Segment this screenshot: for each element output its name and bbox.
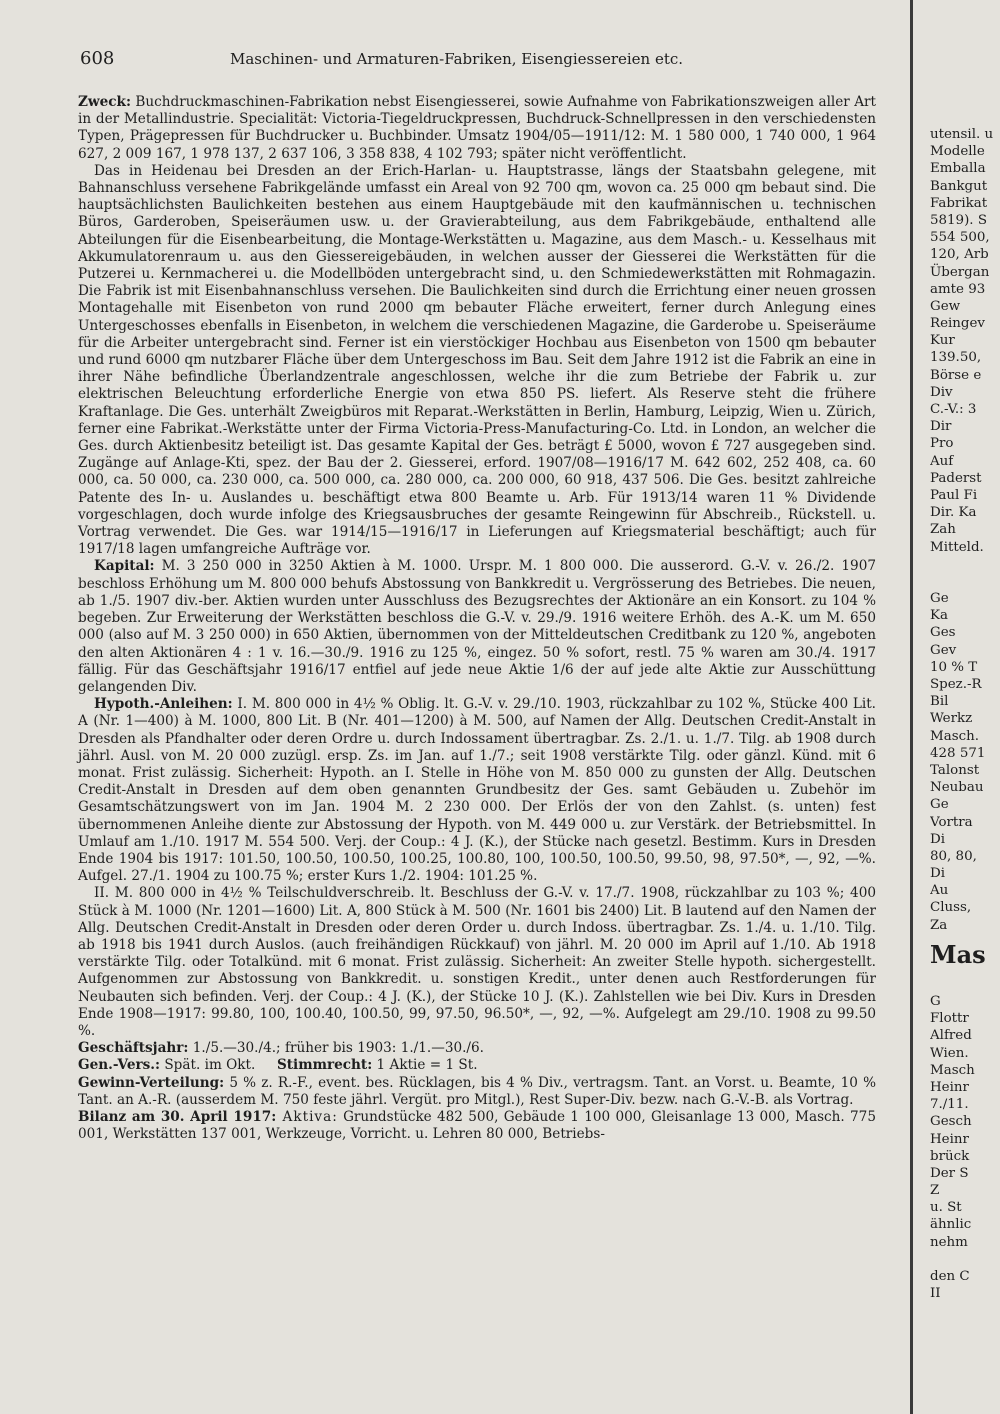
side-column-line: Heinr [930,1079,969,1095]
side-column-line: Dir [930,419,952,435]
genvers-label: Gen.-Vers.: [78,1057,161,1074]
side-column-line: Gesch [930,1114,972,1130]
zweck-label: Zweck: [78,94,131,110]
gewinn-text: 5 % z. R.-F., event. bes. Rücklagen, bis 4 % Div., vertragsm. Tant. an Vorst. u. Beamte, 10 % Tant. an A.-R. (ausserdem M. 750 feste jährl. Vergüt. pro Mitgl.), Rest Super-Div. bezw. nach G.-V.-B. als Vortrag. [78,1074,876,1108]
side-column-line [930,1251,1000,1268]
side-column-line [930,573,1000,590]
gewinn-paragraph [78,1075,876,1109]
bilanz-text: Grundstücke 482 500, Gebäude 1 100 000, Gleisanlage 13 000, Masch. 775 001, Werkstätten 137 001, Werkzeuge, Vorricht. u. Lehren 80 000, Betriebs- [78,1108,876,1143]
side-column-line [930,556,1000,573]
side-column-line: nehm [930,1234,968,1250]
kapital-text: M. 3 250 000 in 3250 Aktien à M. 1000. Urspr. M. 1 800 000. Die ausserord. G.-V. v. 26./2. 1907 beschloss Erhöhung um M. 800 000 behufs Abstossung von Bankkredit u. Vergrösserung des Betriebes. Die neuen, ab 1./5. 1907 div.-ber. Aktien wurden unter Ausschluss des Bezugsrechtes der Aktionäre an ein Konsort. zu 104 % begeben. Zur Erweiterung der Werkstätten beschloss die G.-V. v. 29./9. 1916 weitere Erhöh. des A.-K. um M. 650 000 (also auf M. 3 250 000) in 650 Aktien, übernommen von der Mitteldeutschen Creditbank zu 120 %, angeboten den alten Aktionären 4 : 1 v. 16.—30./9. 1916 zu 125 %, eingez. 50 % sofort, restl. 75 % waren am 30./4. 1917 fällig. Für das Geschäftsjahr 1916/17 entfiel auf jede neue Aktie 1/6 der auf jede alte Aktie zur Ausschüttung gelangenden Div. [78,558,876,695]
zweck-paragraph [78,94,876,163]
side-column-line: 10 % T [930,659,978,675]
side-column-line: Gev [930,642,957,658]
side-column-line: Mas [930,939,986,969]
geschaeftsjahr-label: Geschäftsjahr: [78,1040,189,1057]
side-column-line: Zah [930,522,956,538]
side-column-line: Za [930,917,948,933]
side-column-line: Wien. [930,1045,969,1061]
side-column-line: Neubau [930,780,984,796]
hypoth-paragraph [78,696,876,885]
kapital-paragraph [78,558,876,696]
side-column-line: Au [930,883,949,899]
side-column-line: Bankgut [930,178,988,194]
side-column-line: Ge [930,591,949,607]
side-column-line: amte 93 [930,281,986,297]
side-column-line: Masch [930,1062,975,1078]
geschaeftsjahr-paragraph [78,1040,876,1057]
zweck-text: Buchdruckmaschinen-Fabrikation nebst Eisengiesserei, sowie Aufnahme von Fabrikationszweigen aller Art in der Metallindustrie. Specialität: Victoria-Tiegeldruckpressen, Buchdruck-Schnellpressen in den verschiedensten Typen, Prägepressen für Buchdrucker u. Buchbinder. Umsatz 1904/05—1911/12: M. 1 580 000, 1 740 000, 1 964 627, 2 009 167, 1 978 137, 2 637 106, 3 358 838, 4 102 793; später nicht veröffentlicht. [78,94,876,162]
bilanz-label: Bilanz am 30. April 1917: [78,1108,277,1125]
side-column-line: ähnlic [930,1217,972,1233]
side-column-line: Der S [930,1165,969,1181]
werk-text: Das in Heidenau bei Dresden an der Erich-Harlan- u. Hauptstrasse, längs der Staatsbahn gelegene, mit Bahnanschluss versehene Fabrikgelände umfasst ein Areal von 92 700 qm, wovon ca. 25 000 qm bebaut sind. Die hauptsächlichsten Baulichkeiten bestehen aus einem Hauptgebäude mit den kaufmännischen u. technischen Büros, Garderoben, Speiseräumen usw. u. der Gravierabteilung, aus dem Fabrikgebäude, enthaltend alle Abteilungen für die Eisenbearbeitung, die Montage-Werkstätten u. Magazine, aus dem Masch.- u. Kesselhaus mit Akkumulatorenraum u. aus den Giessereigebäuden, in welchen ausser der Giesserei die Werkstätten für die Putzerei u. Kernmacherei u. die Modellböden untergebracht sind, u. den Schmiedewerkstätten mit Rohmagazin. Die Fabrik ist mit Eisenbahnanschluss versehen. Die Baulichkeiten sind durch die Errichtung einer neuen grossen Montagehalle mit Eisenbeton von rund 2000 qm bebauter Fläche erweitert, ferner durch Anlegung eines Untergeschosses ebenfalls in Eisenbeton, in welchem die verschiedenen Magazine, die Garderobe u. Speiseräume für die Arbeiter untergebracht sind. Ferner ist ein vierstöckiger Hochbau aus Eisenbeton von 1500 qm bebauter und rund 6000 qm nutzbarer Fläche über dem Untergeschoss im Bau. Seit dem Jahre 1912 ist die Fabrik an eine in ihrer Nähe befindliche Überlandzentrale angeschlossen, welche ihr die zum Betriebe der Fabrik u. zur elektrischen Beleuchtung erforderliche Energie von etwa 850 PS. liefert. Als Reserve steht die frühere Kraftanlage. Die Ges. unterhält Zweigbüros mit Reparat.-Werkstätten in Berlin, Hamburg, Leipzig, Wien u. Zürich, ferner eine Fabrikat.-Werkstätte unter der Firma Victoria-Press-Manufacturing-Co. Ltd. in London, an welcher die Ges. durch Aktienbesitz beteiligt ist. Das gesamte Kapital der Ges. beträgt £ 5000, wovon £ 727 ausgegeben sind. Zugänge auf Anlage-Kti, spez. der Bau der 2. Giesserei, erford. 1907/08—1916/17 M. 642 602, 252 408, ca. 60 000, ca. 50 000, ca. 230 000, ca. 500 000, ca. 280 000, ca. 200 000, 60 918, 437 506. Die Ges. besitzt zahlreiche Patente des In- u. Auslandes u. beschäftigt etwa 800 Beamte u. Arb. Für 1913/14 waren 11 % Dividende vorgeschlagen, doch wurde infolge des Kriegsausbruches der gesamte Reingewinn für Abschreib., Rückstell. u. Vortrag verwendet. Die Ges. war 1914/15—1916/17 in Lieferungen auf Kriegsmaterial beschäftigt; auch für 1917/18 lagen umfangreiche Aufträge vor. [78,162,876,558]
genvers-paragraph [78,1057,876,1074]
side-column-line: 7./11. [930,1097,969,1113]
side-column-line: 428 571 [930,745,986,761]
werk-paragraph [78,163,876,559]
stimmrecht-label: Stimmrecht: [276,1057,373,1074]
hypoth2-text: II. M. 800 000 in 4½ % Teilschuldverschreib. lt. Beschluss der G.-V. v. 17./7. 1908, rückzahlbar zu 103 %; 400 Stück à M. 1000 (Nr. 1201—1600) Lit. A, 800 Stück à M. 500 (Nr. 1601 bis 2400) Lit. B lautend auf den Namen der Allg. Deutschen Credit-Anstalt in Dresden oder deren Order u. durch Indoss. übertragbar. Zs. 1./4. u. 1./10. Tilg. ab 1918 bis 1941 durch Auslos. (auch freihändigen Rückkauf) von jährl. M. 20 000 im April auf 1./10. Ab 1918 verstärkte Tilg. oder Totalkünd. mit 6 monat. Frist zulässig. Sicherheit: An zweiter Stelle hypoth. sichergestellt. Aufgenommen zur Abstossung von Bankkredit. u. sonstigen Kredit., unter denen auch Restforderungen für Neubauten sich befinden. Verj. der Coup.: 4 J. (K.), der Stücke 10 J. (K.). Zahlstellen wie bei Div. Kurs in Dresden Ende 1908—1917: 99.80, 100, 100.40, 100.50, 99, 97.50, 96.50*, —, 92, —%. Aufgelegt am 29./10. 1908 zu 99.50 %. [78,885,876,1039]
page-number: 608 [80,48,115,69]
running-title: Maschinen- und Armaturen-Fabriken, Eisengiessereien etc. [230,50,684,68]
side-column-line: Talonst [930,762,980,778]
side-column-line: Gew [930,298,961,314]
bilanz-aktiva-label: Aktiva: [276,1108,338,1125]
side-column-line: Ges [930,625,956,641]
side-column-line: Ka [930,608,948,624]
side-column-line: C.-V.: 3 [930,402,977,417]
side-column-line: 139.50, [930,350,982,366]
hypoth-label: Hypoth.-Anleihen: [94,696,233,713]
side-column-line: Z [930,1183,940,1199]
side-column-line: utensil. u [930,127,994,142]
side-column-line: den C [930,1269,970,1284]
hypoth2-paragraph [78,885,876,1040]
side-column-line: Mitteld. [930,539,984,555]
side-column-line: Paul Fi [930,487,978,503]
kapital-label: Kapital: [94,558,155,575]
geschaeftsjahr-text: 1./5.—30./4.; früher bis 1903: 1./1.—30./6. [188,1040,484,1057]
stimmrecht-text: 1 Aktie = 1 St. [372,1057,478,1074]
side-column-line [930,976,1000,993]
page-header [80,48,910,74]
side-column-line: Spez.-R [930,677,982,692]
side-column-line: Modelle [930,144,985,160]
side-column-line: II [930,1286,941,1302]
genvers-text: Spät. im Okt. [160,1057,256,1074]
bilanz-paragraph [78,1109,876,1143]
side-column-line: Börse e [930,367,982,383]
side-column-line: 120, Arb [930,247,989,263]
side-column-line: Reingev [930,316,985,332]
side-column-line: Di [930,866,946,882]
side-column-line: Vortra [930,814,973,830]
side-column-line: Dir. Ka [930,505,977,521]
side-column-line: Auf [930,453,954,469]
side-column-line: Fabrikat [930,195,988,211]
side-column-line: 554 500, [930,230,990,246]
side-column-line: Übergan [930,264,990,280]
side-column-line: Alfred [930,1028,972,1044]
side-column-line: Di [930,831,946,847]
side-column-line: 5819). S [930,212,987,228]
side-column-line: Kur [930,333,955,349]
side-column-line: Ge [930,797,949,813]
column-divider [910,0,913,1414]
side-column-line: Cluss, [930,900,972,916]
side-column-line: Emballa [930,161,986,177]
side-column-line: u. St [930,1200,962,1216]
hypoth-text: I. M. 800 000 in 4½ % Oblig. lt. G.-V. v. 29./10. 1903, rückzahlbar zu 102 %, Stücke 400 Lit. A (Nr. 1—400) à M. 1000, 800 Lit. B (Nr. 401—1200) à M. 500, auf Namen der Allg. Deutschen Credit-Anstalt in Dresden als Pfandhalter oder deren Ordre u. durch Indossament übertragbar. Zs. 2./1. u. 1./7. Tilg. ab 1908 durch jährl. Ausl. von M. 20 000 zuzügl. ersp. Zs. im Jan. auf 1./7.; seit 1908 verstärkte Tilg. oder gänzl. Künd. mit 6 monat. Frist zulässig. Sicherheit: Hypoth. an I. Stelle in Höhe von M. 850 000 zu gunsten der Allg. Deutschen Credit-Anstalt in Dresden auf dem oben genannten Grundbesitz der Ges. samt Gebäuden u. Zubehör im Gesamtschätzungswert von im Jan. 1904 M. 2 230 000. Der Erlös der von den Zahlst. (s. unten) fest übernommenen Anleihe diente zur Abstossung der Hypoth. von M. 449 000 u. zur Verstärk. der Betriebsmittel. In Umlauf am 1./10. 1917 M. 554 500. Verj. der Coup.: 4 J. (K.), der Stücke nach gesetzl. Bestimm. Kurs in Dresden Ende 1904 bis 1917: 101.50, 100.50, 100.50, 100.25, 100.80, 100, 100.50, 100.50, 99.50, 98, 97.50*, —, 92, —%. Aufgel. 27./1. 1904 zu 100.75 %; erster Kurs 1./2. 1904: 101.25 %. [78,696,876,885]
side-column-line: Paderst [930,470,982,486]
side-column-line: Werkz [930,711,973,727]
gewinn-label: Gewinn-Verteilung: [78,1074,225,1091]
side-column-line: Pro [930,436,954,452]
side-column-line: 80, 80, [930,848,977,864]
side-column-line: Flottr [930,1011,969,1027]
side-column-line: Div [930,384,953,400]
side-column-line: G [930,994,941,1009]
side-column-line: Masch. [930,728,979,744]
adjacent-column-fragment [930,126,1000,1302]
side-column-line: brück [930,1148,970,1164]
side-column-line: Heinr [930,1131,969,1147]
main-column [78,94,876,1143]
side-column-line: Bil [930,694,949,710]
